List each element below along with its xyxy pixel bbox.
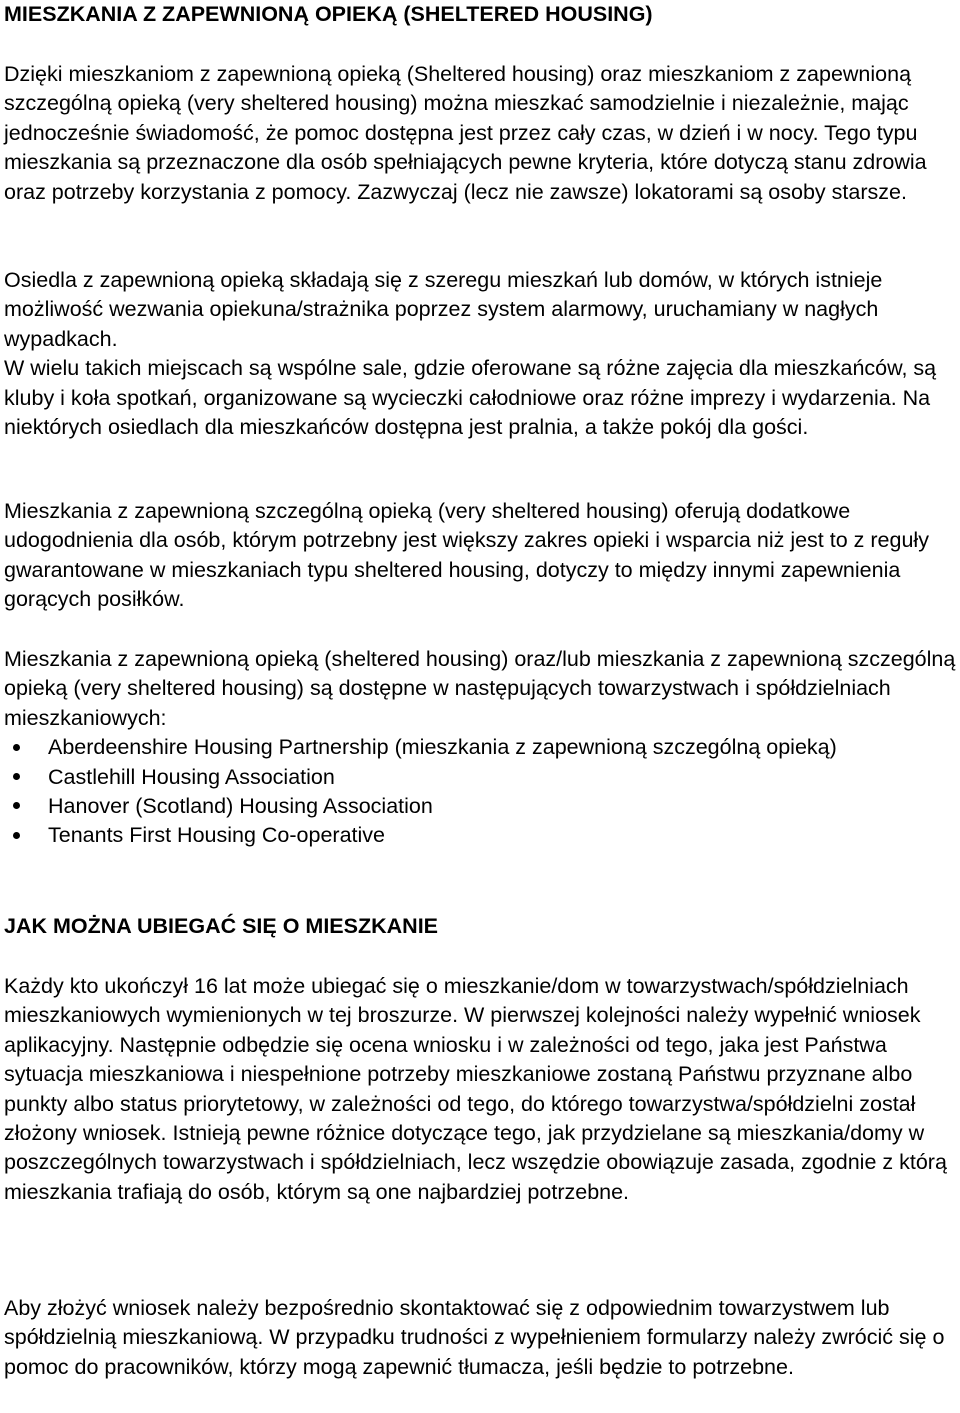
list-item: [4, 763, 956, 792]
provider-name: Tenants First Housing Co-operative: [48, 823, 385, 848]
paragraph-how-to-apply: Aby złożyć wniosek należy bezpośrednio skontaktować się z odpowiednim towarzystwem lub spółdzielnią mieszkaniową. W przypadku trudności z wypełnieniem formularzy należy zwrócić się o pomoc do pracowników, którzy mogą zapewnić tłumacza, jeśli będzie to potrzebne.: [4, 1296, 945, 1379]
eligibility-paragraph: [4, 972, 956, 1207]
paragraph-sheltered-intro: Dzięki mieszkaniom z zapewnioną opieką (Sheltered housing) oraz mieszkaniom z zapewnioną szczególną opieką (very sheltered housing) można mieszkać samodzielnie i niezależnie, mając jednocześnie świadomość, że pomoc dostępna jest przez cały czas, w dzień i w nocy. Tego typu mieszkania są przeznaczone dla osób spełniających pewne kryteria, które dotyczą stanu zdrowia oraz potrzeby korzystania z pomocy. Zazwyczaj (lecz nie zawsze) lokatorami są osoby starsze.: [4, 62, 927, 204]
paragraph-providers-intro: Mieszkania z zapewnioną opieką (sheltered housing) oraz/lub mieszkania z zapewnioną szczególną opieką (very sheltered housing) są dostępne w następujących towarzystwach i spółdzielniach mieszkaniowych:: [4, 647, 956, 730]
paragraph-alarm-system: Osiedla z zapewnioną opieką składają się z szeregu mieszkań lub domów, w których istnieje możliwość wezwania opiekuna/strażnika poprzez system alarmowy, uruchamiany w nagłych wypadkach.: [4, 268, 883, 351]
providers-section: [4, 645, 956, 851]
paragraph-eligibility: Każdy kto ukończył 16 lat może ubiegać się o mieszkanie/dom w towarzystwach/spółdzielniach mieszkaniowych wymienionych w tej broszurze. W pierwszej kolejności należy wypełnić wniosek aplikacyjny. Następnie odbędzie się ocena wniosku i w zależności od tego, jaka jest Państwa sytuacja mieszkaniowa i niespełnione potrzeby mieszkaniowe zostaną Państwu przyznane albo punkty albo status priorytetowy, w zależności od tego, do którego towarzystwa/spółdzielni został złożony wniosek. Istnieją pewne różnice dotyczące tego, jak przydzielane są mieszkania/domy w poszczególnych towarzystwach i spółdzielniach, lecz wszędzie obowiązuje zasada, zgodnie z którą mieszkania trafiają do osób, którym są one najbardziej potrzebne.: [4, 974, 947, 1204]
bullet-icon: [6, 763, 26, 792]
provider-name: Castlehill Housing Association: [48, 764, 335, 789]
very-sheltered-paragraph: [4, 497, 956, 615]
bullet-icon: [6, 821, 26, 850]
intro-paragraph: [4, 60, 956, 207]
section-heading-sheltered-housing: MIESZKANIA Z ZAPEWNIONĄ OPIEKĄ (SHELTERED HOUSING): [4, 2, 653, 26]
estates-paragraphs: [4, 266, 956, 442]
provider-name: Aberdeenshire Housing Partnership (mieszkania z zapewnioną szczególną opieką): [48, 735, 837, 760]
list-item: [4, 792, 956, 821]
section-heading-how-to-apply: JAK MOŻNA UBIEGAĆ SIĘ O MIESZKANIE: [4, 914, 439, 938]
list-item: [4, 733, 956, 762]
application-paragraph: [4, 1294, 956, 1382]
provider-name: Hanover (Scotland) Housing Association: [48, 794, 433, 819]
paragraph-very-sheltered: Mieszkania z zapewnioną szczególną opieką (very sheltered housing) oferują dodatkowe udogodnienia dla osób, którym potrzebny jest większy zakres opieki i wsparcia niż jest to z reguły gwarantowane w mieszkaniach typu sheltered housing, dotyczy to między innymi zapewnienia gorących posiłków.: [4, 499, 929, 612]
providers-list: [4, 733, 956, 851]
bullet-icon: [6, 792, 26, 821]
paragraph-common-rooms: W wielu takich miejscach są wspólne sale, gdzie oferowane są różne zajęcia dla mieszkańców, są kluby i koła spotkań, organizowane są wycieczki całodniowe oraz różne imprezy i wydarzenia. Na niektórych osiedlach dla mieszkańców dostępna jest pralnia, a także pokój dla gości.: [4, 356, 937, 440]
list-item: [4, 821, 956, 850]
bullet-icon: [6, 733, 26, 762]
